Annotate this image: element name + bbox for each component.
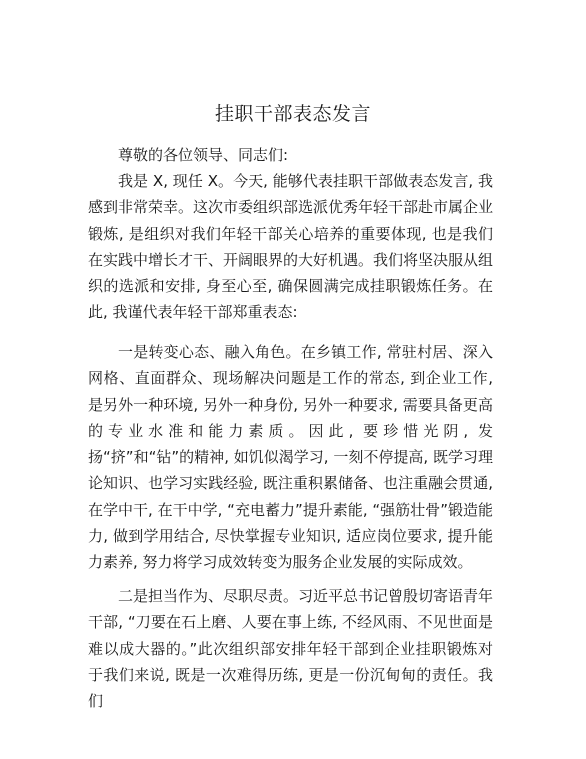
paragraph-point-two: 二是担当作为、尽职尽责。习近平总书记曾殷切寄语青年干部, “刀要在石上磨、人要在事上练, 不经风雨、不见世面是难以成大器的。”此次组织部安排年轻干部到企业挂职锻炼对于我们来说, 既是一次难得历练, 更是一份沉甸甸的责任。我们 xyxy=(88,587,494,711)
document-title: 挂职干部表态发言 xyxy=(214,103,371,125)
paragraph-intro: 我是 X, 现任 X。今天, 能够代表挂职干部做表态发言, 我感到非常荣幸。这次市委组织部选派优秀年轻干部赴市属企业锻炼, 是组织对我们年轻干部关心培养的重要体现, 也是我们在实践中增长才干、开阔眼界的大好机遇。我们将坚决服从组织的选派和安排, 身至心至, 确保圆满完成挂职锻炼任务。在此, 我谨代表年轻干部郑重表态: xyxy=(88,172,494,322)
paragraph-point-one: 一是转变心态、融入角色。在乡镇工作, 常驻村居、深入网格、直面群众、现场解决问题是工作的常态, 到企业工作, 是另外一种环境, 另外一种身份, 另外一种要求, 需要具备更高的专业水准和能力素质。因此, 要珍惜光阴, 发扬“挤”和“钻”的精神, 如饥似渴学习, 一刻不停提高, 既学习理论知识、也学习实践经验, 既注重积累储备、也注重融会贯通, 在学中干, 在干中学, “充电蓄力”提升素能, “强筋壮骨”锻造能力, 做到学用结合, 尽快掌握专业知识, 适应岗位要求, 提升能力素养, 努力将学习成效转变为服务企业发展的实际成效。 xyxy=(88,343,493,572)
salutation: 尊敬的各位领导、同志们: xyxy=(118,146,289,164)
